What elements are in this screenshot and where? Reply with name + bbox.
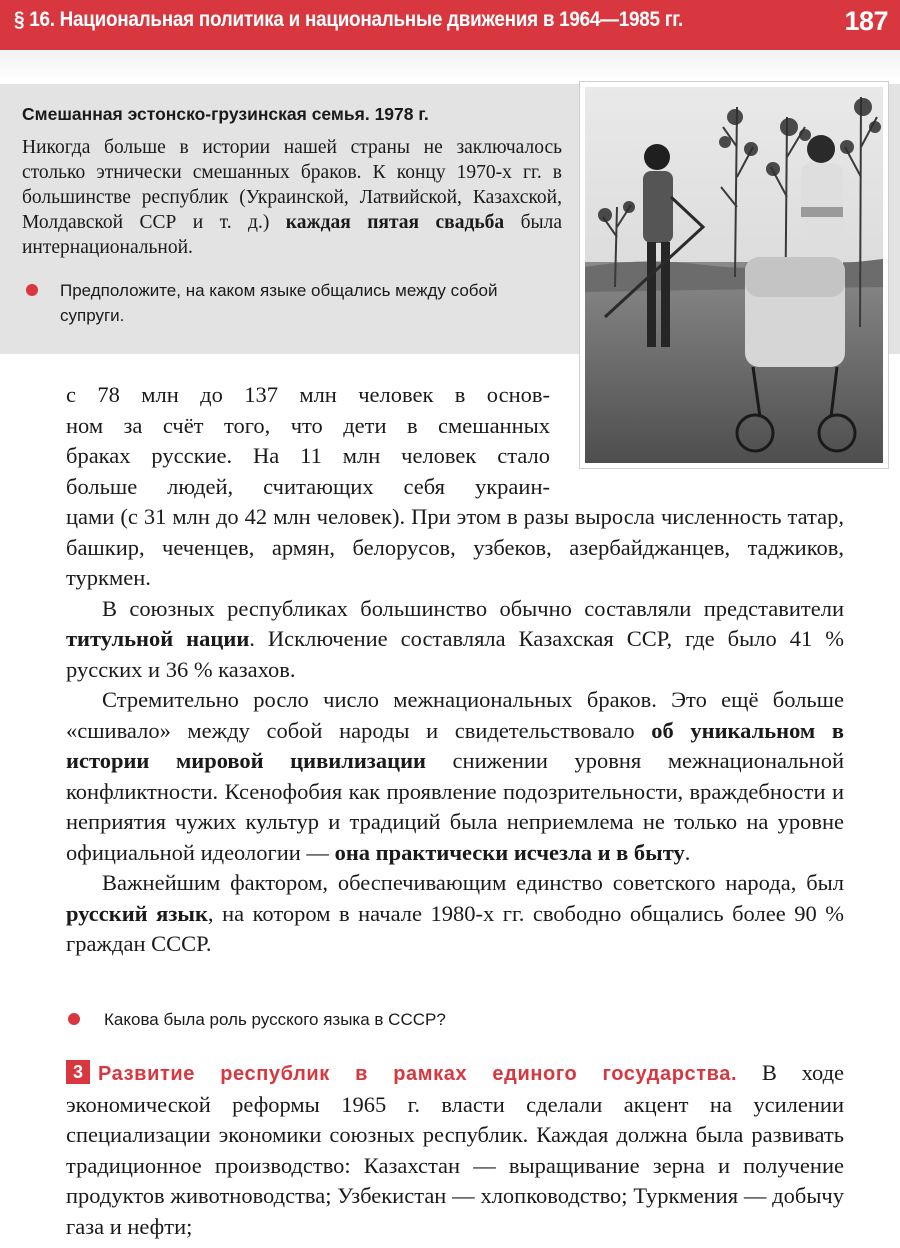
header-shadow	[0, 50, 900, 80]
question-bullet-icon	[68, 1013, 80, 1025]
text-line: браках русские. На 11 млн человек стало	[66, 443, 550, 468]
page-number: 187	[844, 6, 888, 36]
text-beside-photo	[66, 380, 550, 502]
caption-bold: каждая пятая свадьба	[285, 212, 505, 233]
question-bullet-icon	[26, 284, 38, 296]
section-3-paragraph: 3 Развитие республик в рамках единого государства. В ходе экономической реформы 1965 г. власти сделали акцент на усилении специализации экономики союзных республик. Каждая должна была развивать традиционное производство: Казахстан — выращивание зерна и получение продуктов животноводства; Узбекистан — хлопководство; Туркмения — добычу газа и нефти;	[66, 1060, 845, 1239]
family-photo	[580, 82, 888, 468]
text-line: ном за счёт того, что дети в смешанных	[66, 412, 550, 438]
section-number-badge: 3	[66, 1060, 90, 1084]
paragraph-russian-language: Важнейшим фактором, обеспечивающим единство советского народа, был русский язык, на котором в начале 1980-х гг. свободно общались более 90 % граждан СССР.	[66, 870, 845, 956]
text-line: с 78 млн до 137 млн человек в основ-	[66, 382, 550, 407]
main-text	[66, 502, 844, 960]
paragraph-continued: цами (с 31 млн до 42 млн человек). При этом в разы выросла численность татар, башкир, чеченцев, армян, белорусов, узбеков, азербайджанцев, таджиков, туркмен.	[66, 504, 844, 590]
paragraph-mixed-marriages: Стремительно росло число межнациональных браков. Это ещё больше «сшивало» между собой народы и свидетельствовало об уникальном в истории мировой цивилизации снижении уровня межнациональной конфликтности. Ксенофобия как проявление подозрительности, враждебности и неприятия чужих культур и традиций была неприемлема не только на уровне официальной идеологии — она практически исчезла и в быту.	[66, 687, 844, 865]
header-bar	[0, 0, 900, 50]
paragraph-titular-nation: В союзных республиках большинство обычно составляли представители титульной нации. Исключение составляла Казахская ССР, где было 41 % русских и 36 % казахов.	[66, 595, 844, 682]
section-3-text	[66, 1058, 844, 1242]
photo-caption-title: Смешанная эстонско-грузинская семья. 1978 г.	[22, 104, 429, 124]
photo-caption-text: Никогда больше в истории нашей страны не заключалось столько этнически смешанных браков. К концу 1970-х гг. в большинстве республик (Украинской, Латвийской, Казахской, Молдавской ССР и т. д.) каждая пятая свадьба была интернациональной.	[22, 137, 562, 258]
question-russian-language: Какова была роль русского языка в СССР?	[104, 1010, 446, 1029]
photo-question: Предположите, на каком языке общались между собой супруги.	[60, 281, 498, 325]
text-line: больше людей, считающих себя украин-	[66, 473, 550, 499]
chapter-title: § 16. Национальная политика и национальные движения в 1964—1985 гг.	[14, 8, 683, 31]
section-title: Развитие республик в рамках единого государства.	[98, 1063, 738, 1085]
